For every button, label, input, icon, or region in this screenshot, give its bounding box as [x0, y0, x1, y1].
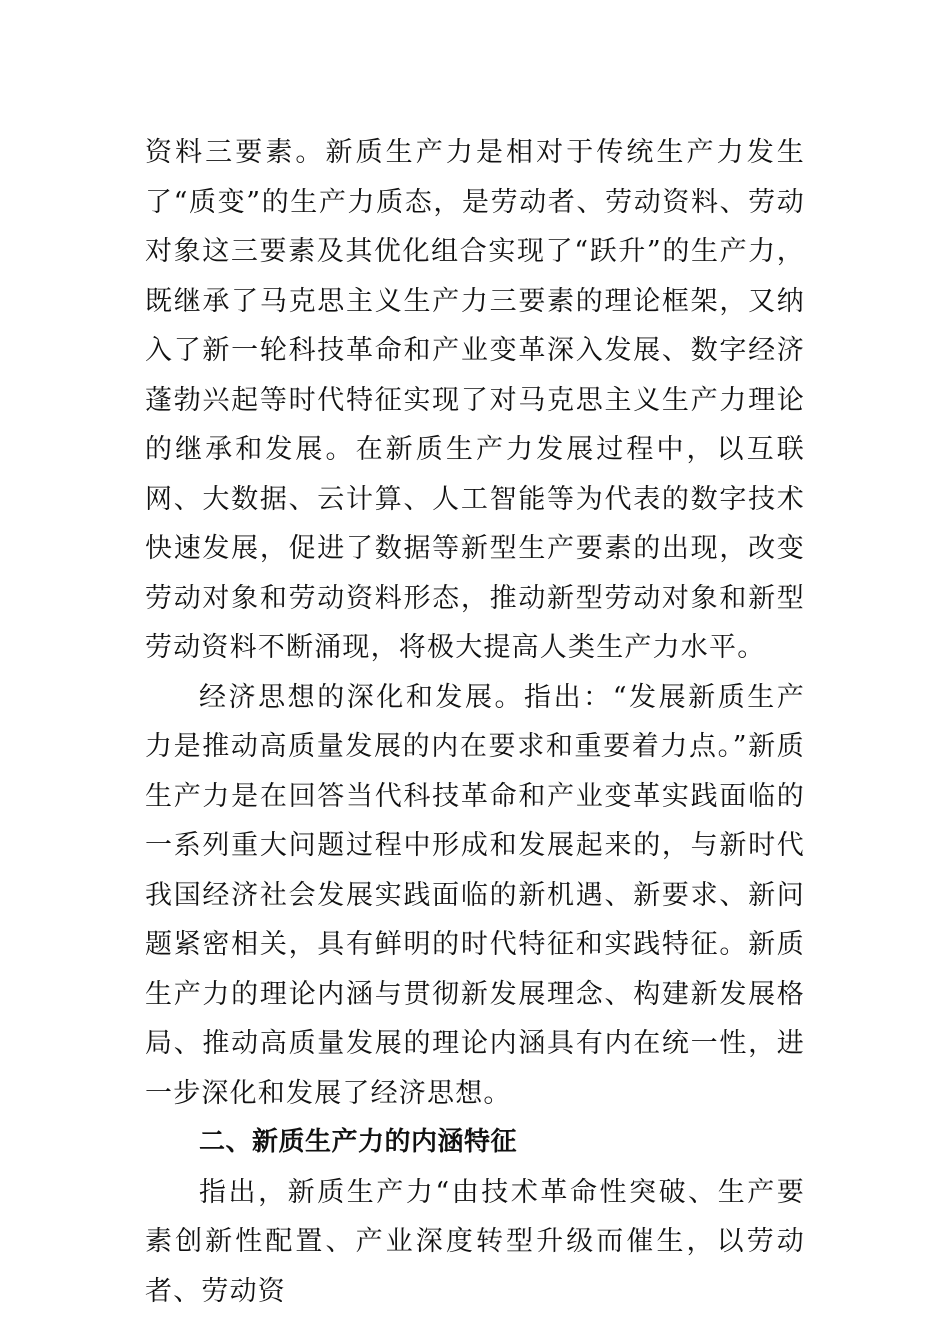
- paragraph-economic-thought: 经济思想的深化和发展。指出：“发展新质生产力是推动高质量发展的内在要求和重要着力点。”新质生产力是在回答当代科技革命和产业变革实践面临的一系列重大问题过程中形成和发展起来的，与新时代我国经济社会发展实践面临的新机遇、新要求、新问题紧密相关，具有鲜明的时代特征和实践特征。新质生产力的理论内涵与贯彻新发展理念、构建新发展格局、推动高质量发展的理论内涵具有内在统一性，进一步深化和发展了经济思想。: [145, 681, 805, 1109]
- paragraph-continuation: 资料三要素。新质生产力是相对于传统生产力发生了“质变”的生产力质态，是劳动者、劳动资料、劳动对象这三要素及其优化组合实现了“跃升”的生产力，既继承了马克思主义生产力三要素的理论框架，又纳入了新一轮科技革命和产业变革深入发展、数字经济蓬勃兴起等时代特征实现了对马克思主义生产力理论的继承和发展。在新质生产力发展过程中，以互联网、大数据、云计算、人工智能等为代表的数字技术快速发展，促进了数据等新型生产要素的出现，改变劳动对象和劳动资料形态，推动新型劳动对象和新型劳动资料不断涌现，将极大提高人类生产力水平。: [145, 137, 805, 663]
- section-heading: 二、新质生产力的内涵特征: [199, 1127, 518, 1157]
- document-body: [145, 128, 805, 1316]
- paragraph-section-intro: 指出，新质生产力“由技术革命性突破、生产要素创新性配置、产业深度转型升级而催生，以劳动者、劳动资: [145, 1176, 805, 1307]
